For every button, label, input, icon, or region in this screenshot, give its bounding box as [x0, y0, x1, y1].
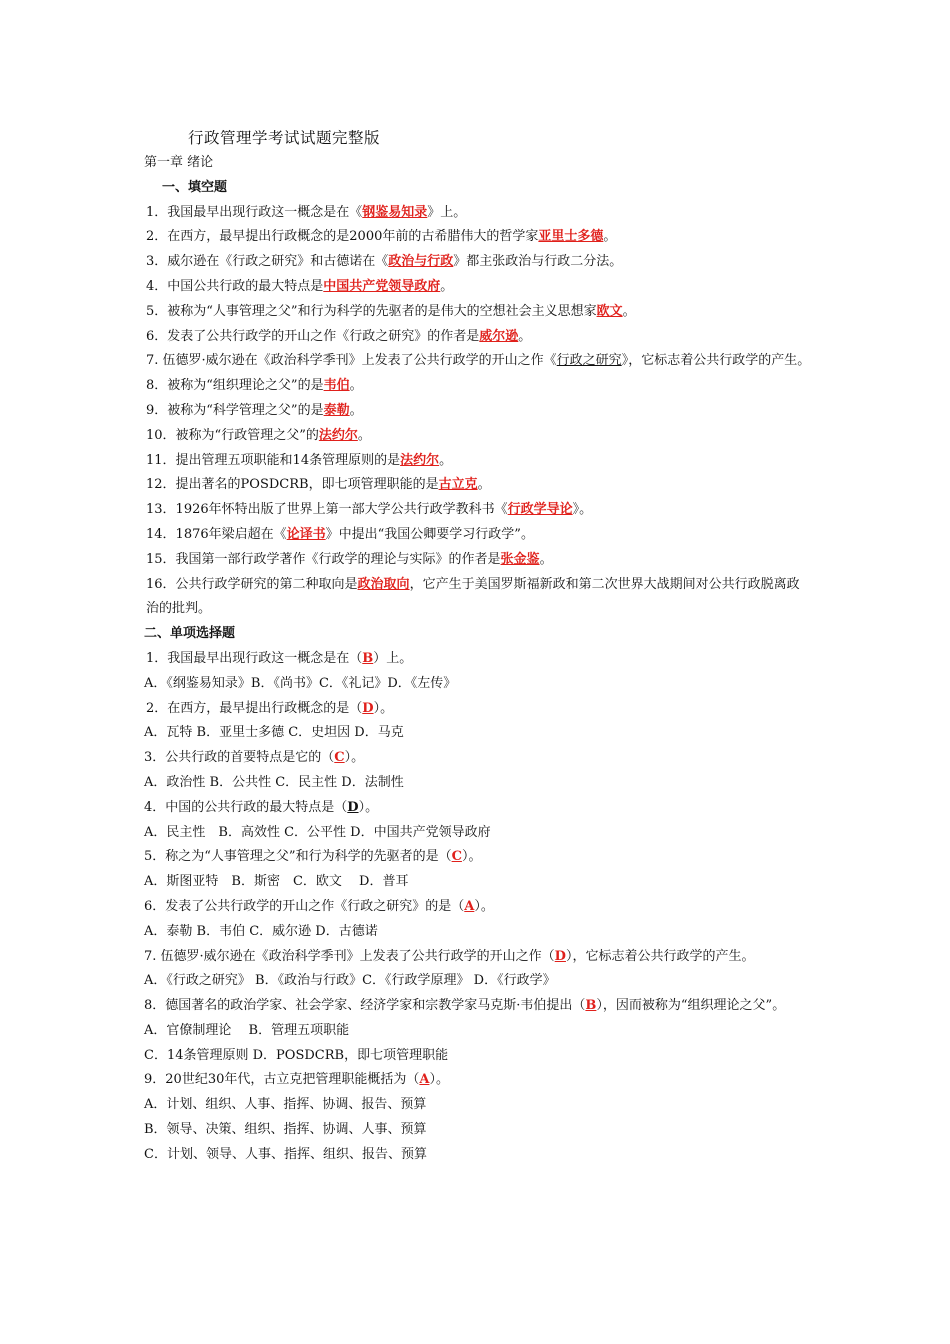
- item-text: 。: [349, 378, 363, 394]
- answer-letter: B: [362, 650, 374, 666]
- answer-letter: D: [362, 700, 374, 716]
- option-line: A．《纲鉴易知录》B．《尚书》C．《礼记》D．《左传》: [144, 675, 457, 691]
- item-text: 13．1926年怀特出版了世界上第一部大学公共行政学教科书《: [146, 502, 508, 518]
- item-text: 。: [603, 229, 617, 245]
- fill-blank-item: [144, 548, 812, 573]
- answer-text: 欧文: [596, 303, 623, 319]
- fill-blank-item: [144, 498, 812, 523]
- option-line: A．泰勒 B．韦伯 C．威尔逊 D．古德诺: [144, 923, 378, 939]
- answer-letter: D: [554, 948, 566, 964]
- answer-letter: A: [464, 898, 475, 914]
- fill-blank-item: [144, 349, 812, 374]
- item-text: 1．我国最早出现行政这一概念是在《: [146, 204, 363, 220]
- item-text: 10．被称为“行政管理之父”的: [146, 427, 319, 443]
- item-text: 12．提出著名的POSDCRB，即七项管理职能的是: [146, 477, 439, 493]
- question-text: 4．中国的公共行政的最大特点是（: [144, 799, 348, 815]
- option-line: A．计划、组织、人事、指挥、协调、报告、预算: [144, 1097, 427, 1113]
- question-text: ）。: [429, 1072, 449, 1088]
- answer-letter: A: [419, 1072, 430, 1088]
- question-text: 6．发表了公共行政学的开山之作《行政之研究》的是（: [144, 898, 465, 914]
- question-stem: [144, 1068, 812, 1093]
- section-heading-single-choice: 二、单项选择题: [144, 626, 236, 642]
- item-text: 》都主张政治与行政二分法。: [453, 254, 623, 270]
- option-line: A．瓦特 B．亚里士多德 C．史坦因 D．马克: [144, 725, 404, 741]
- answer-text: 韦伯: [323, 378, 350, 394]
- item-text: 9．被称为“科学管理之父”的是: [146, 402, 324, 418]
- item-text: 。: [622, 303, 636, 319]
- item-text: 2．在西方，最早提出行政概念的是2000年前的古希腊伟大的哲学家: [146, 229, 539, 245]
- option-line: B．领导、决策、组织、指挥、协调、人事、预算: [144, 1122, 427, 1138]
- question-stem: [144, 796, 812, 821]
- answer-letter: C: [451, 849, 462, 865]
- fill-blank-item: [144, 225, 812, 250]
- item-text: 3．威尔逊在《行政之研究》和古德诺在《: [146, 254, 389, 270]
- single-choice-list: [144, 647, 812, 1168]
- fill-blank-item: [144, 325, 812, 350]
- chapter-heading: 第一章 绪论: [144, 155, 214, 170]
- question-stem: [144, 746, 812, 771]
- item-text: 5．被称为“人事管理之父”和行为科学的先驱者的是伟大的空想社会主义思想家: [146, 303, 597, 319]
- option-line: A．政治性 B．公共性 C．民主性 D．法制性: [144, 774, 404, 790]
- answer-text: 政治取向: [357, 576, 410, 592]
- question-stem: [144, 647, 812, 672]
- option-line: A．民主性 B．高效性 C．公平性 D．中国共产党领导政府: [144, 824, 491, 840]
- item-text: 4．中国公共行政的最大特点是: [146, 278, 324, 294]
- fill-blank-item: [144, 449, 812, 474]
- item-text: 6．发表了公共行政学的开山之作《行政之研究》的作者是: [146, 328, 480, 344]
- answer-text: 行政之研究: [556, 353, 622, 369]
- option-line: C．14条管理原则 D．POSDCRB，即七项管理职能: [144, 1047, 449, 1063]
- question-text: ），它标志着公共行政学的产生。: [565, 948, 755, 964]
- question-text: ）。: [373, 700, 394, 716]
- question-text: ）。: [461, 849, 482, 865]
- question-text: ）。: [358, 799, 379, 815]
- option-line: A．《行政之研究》 B．《政治与行政》C．《行政学原理》 D．《行政学》: [144, 973, 556, 989]
- item-text: 》中提出“我国公卿要学习行政学”。: [325, 526, 534, 542]
- answer-text: 古立克: [438, 477, 478, 493]
- option-line: A．官僚制理论 B．管理五项职能: [144, 1022, 350, 1038]
- question-stem: [144, 994, 812, 1019]
- item-text: 8．被称为“组织理论之父”的是: [146, 378, 324, 394]
- item-text: 。: [349, 402, 363, 418]
- item-text: 。: [357, 427, 371, 443]
- question-text: 1．我国最早出现行政这一概念是在（: [146, 650, 363, 666]
- item-text: 。: [440, 278, 454, 294]
- answer-text: 法约尔: [400, 452, 440, 468]
- question-text: 5．称之为“人事管理之父”和行为科学的先驱者的是（: [144, 849, 452, 865]
- answer-text: 威尔逊: [479, 328, 519, 344]
- fill-blank-item: [144, 300, 812, 325]
- question-stem: [144, 845, 812, 870]
- fill-blank-item: [144, 250, 812, 275]
- fill-blank-item: [144, 374, 812, 399]
- question-text: 7. 伍德罗·威尔逊在《政治科学季刊》上发表了公共行政学的开山之作（: [144, 948, 555, 964]
- item-text: 。: [477, 477, 491, 493]
- answer-text: 政治与行政: [388, 254, 454, 270]
- fill-blank-item: [144, 399, 812, 424]
- item-text: 15．我国第一部行政学著作《行政学的理论与实际》的作者是: [146, 551, 501, 567]
- fill-blank-list: [144, 201, 812, 623]
- item-text: 14．1876年梁启超在《: [146, 526, 287, 542]
- document-title: 行政管理学考试试题完整版: [188, 129, 381, 147]
- item-text: 。: [539, 551, 553, 567]
- item-text: 》上。: [427, 204, 467, 220]
- option-line: C．计划、领导、人事、指挥、组织、报告、预算: [144, 1146, 427, 1162]
- question-text: 3．公共行政的首要特点是它的（: [144, 750, 335, 766]
- fill-blank-item: [144, 523, 812, 548]
- item-text: 7. 伍德罗·威尔逊在《政治科学季刊》上发表了公共行政学的开山之作《: [146, 353, 557, 369]
- document-body: [144, 151, 812, 1168]
- answer-letter: C: [334, 750, 345, 766]
- item-text: 。: [439, 452, 453, 468]
- fill-blank-item: [144, 573, 812, 623]
- answer-text: 行政学导论: [507, 502, 573, 518]
- item-text: 》。: [572, 502, 593, 518]
- answer-text: 论译书: [286, 526, 326, 542]
- question-text: 9．20世纪30年代，古立克把管理职能概括为（: [144, 1072, 420, 1088]
- question-text: ）。: [474, 898, 494, 914]
- question-text: ），因而被称为“组织理论之父”。: [596, 998, 786, 1014]
- question-text: ）。: [344, 750, 365, 766]
- item-text: 16．公共行政学研究的第二种取向是: [146, 576, 358, 592]
- question-text: 2．在西方，最早提出行政概念的是（: [146, 700, 363, 716]
- item-text: ，它产生于美国罗斯福新政和第二次世界大战期间对公共行政脱离政治的批判。: [146, 576, 800, 617]
- answer-text: 张金鉴: [500, 551, 540, 567]
- fill-blank-item: [144, 424, 812, 449]
- question-stem: [144, 945, 812, 970]
- answer-text: 中国共产党领导政府: [323, 278, 441, 294]
- question-text: 8．德国著名的政治学家、社会学家、经济学家和宗教学家马克斯·韦伯提出（: [144, 998, 586, 1014]
- question-text: ）上。: [373, 650, 413, 666]
- item-text: 11．提出管理五项职能和14条管理原则的是: [146, 452, 401, 468]
- answer-text: 钢鉴易知录: [362, 204, 428, 220]
- answer-letter: B: [585, 998, 597, 1014]
- answer-text: 泰勒: [323, 402, 350, 418]
- fill-blank-item: [144, 275, 812, 300]
- fill-blank-item: [144, 201, 812, 226]
- question-stem: [144, 697, 812, 722]
- answer-text: 亚里士多德: [538, 229, 604, 245]
- question-stem: [144, 895, 812, 920]
- answer-text: 法约尔: [318, 427, 358, 443]
- answer-letter: D: [347, 799, 359, 815]
- fill-blank-item: [144, 473, 812, 498]
- item-text: 》，它标志着公共行政学的产生。: [621, 353, 811, 369]
- item-text: 。: [518, 328, 532, 344]
- option-line: A．斯图亚特 B．斯密 C．欧文 D．普耳: [144, 874, 409, 890]
- section-heading-fill-blank: 一、填空题: [162, 179, 228, 195]
